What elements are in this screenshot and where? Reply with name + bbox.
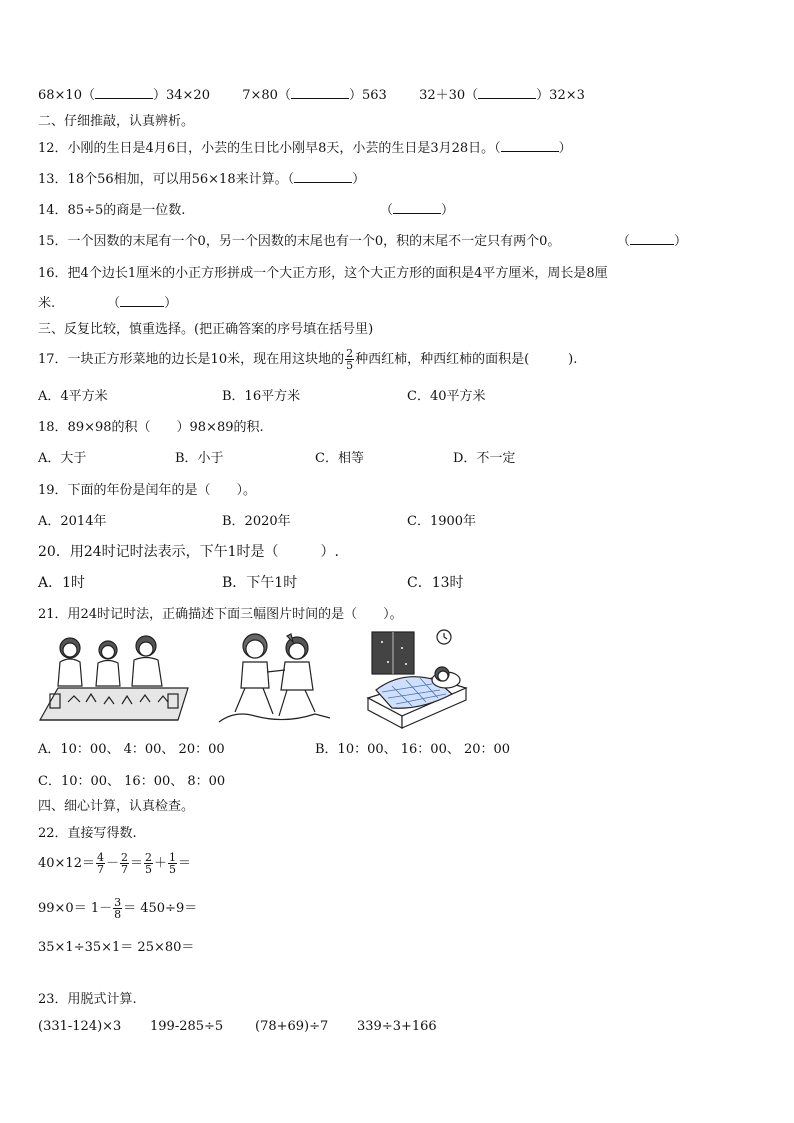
q14-open: （ (380, 203, 394, 218)
q16-open: （ (107, 296, 121, 311)
section-3-title: 三、反复比较，慎重选择。(把正确答案的序号填在括号里) (38, 322, 374, 337)
question-19: 19．下面的年份是闰年的是（ ）。 (38, 483, 257, 498)
q13-text: 13．18个56相加，可以用56×18来计算。（ (38, 172, 295, 187)
compare-2-right: ）563 (348, 88, 387, 103)
q15-text: 15．一个因数的末尾有一个0，另一个因数的末尾也有一个0，积的末尾不一定只有两个0。 (38, 234, 561, 249)
compare-2-left: 7×80（ (242, 88, 291, 103)
q16-text-2: 米. (38, 296, 56, 311)
q18-option-c[interactable]: C．相等 (315, 451, 364, 466)
answer-blank[interactable] (95, 87, 153, 99)
q22-expr-2: 99×0＝ 1－ (38, 901, 113, 916)
answer-blank[interactable] (630, 233, 674, 245)
question-22: 22．直接写得数. (38, 826, 137, 841)
q14-close: ） (441, 203, 455, 218)
q22-line-2 (38, 897, 197, 920)
q14-answer (380, 199, 454, 218)
q20-option-a[interactable]: A．1时 (38, 575, 86, 591)
children-running-illustration (215, 628, 335, 730)
question-18: 18．89×98的积（ ）98×89的积. (38, 420, 264, 435)
children-crafting-illustration (38, 630, 190, 726)
q17-text-2: 种西红柿，种西红柿的面积是( ). (355, 352, 578, 367)
q20-option-c[interactable]: C．13时 (407, 575, 464, 591)
q15-open: （ (617, 234, 631, 249)
answer-blank[interactable] (393, 202, 441, 214)
q22-line-1 (38, 852, 191, 875)
answer-blank[interactable] (291, 87, 349, 99)
q15-answer (617, 230, 687, 249)
question-23: 23．用脱式计算. (38, 992, 137, 1007)
section-4-title: 四、细心计算，认真检查。 (38, 799, 195, 814)
equals-sign: ＝ (178, 856, 192, 871)
q22-expr-3: ＝ 450÷9＝ (123, 901, 198, 916)
question-16 (38, 262, 608, 281)
q18-option-b[interactable]: B．小于 (175, 451, 224, 466)
section-2-title: 二、仔细推敲，认真辨析。 (38, 114, 195, 129)
q13-close: ） (352, 172, 366, 187)
q15-close: ） (674, 234, 688, 249)
q18-option-d[interactable]: D．不一定 (453, 451, 516, 466)
q17-text: 17．一块正方形菜地的边长是10米，现在用这块地的 (38, 352, 345, 367)
question-12 (38, 137, 572, 156)
question-21: 21．用24时记时法，正确描述下面三幅图片时间的是（ ）。 (38, 607, 403, 622)
fraction: $\frac{1}{5}$ (169, 851, 177, 876)
q12-close: ） (558, 141, 572, 156)
q23-expr-1: (331-124)×3 (38, 1019, 122, 1034)
plus-sign: ＋ (154, 856, 168, 871)
compare-1-right: ）34×20 (152, 88, 210, 103)
q19-option-b[interactable]: B．2020年 (222, 514, 291, 529)
q22-expr-1: 40×12＝ (38, 856, 95, 871)
question-14 (38, 199, 185, 218)
q16-text: 16．把4个边长1厘米的小正方形拼成一个大正方形，这个大正方形的面积是4平方厘米，周长是8厘 (38, 266, 608, 281)
q21-option-b[interactable]: B．10：00、 16：00、 20：00 (315, 742, 511, 757)
q17-option-c[interactable]: C．40平方米 (407, 389, 486, 404)
fraction: $\frac{3}{8}$ (114, 896, 122, 921)
answer-blank[interactable] (120, 295, 164, 307)
minus-sign: － (105, 856, 119, 871)
question-17 (38, 348, 577, 371)
compare-3-left: 32＋30（ (419, 88, 479, 103)
q12-text: 12．小刚的生日是4月6日，小芸的生日比小刚早8天，小芸的生日是3月28日。（ (38, 141, 501, 156)
fraction: $\frac{2}{5}$ (145, 851, 153, 876)
q19-option-a[interactable]: A．2014年 (38, 514, 107, 529)
answer-blank[interactable] (501, 140, 559, 152)
q23-expr-4: 339÷3+166 (357, 1019, 437, 1034)
q14-text: 14．85÷5的商是一位数. (38, 203, 186, 218)
equals-sign: ＝ (130, 856, 144, 871)
q20-option-b[interactable]: B．下午1时 (222, 575, 298, 591)
compare-1-left: 68×10（ (38, 88, 95, 103)
q17-option-a[interactable]: A．4平方米 (38, 389, 108, 404)
q22-line-3: 35×1÷35×1＝ 25×80＝ (38, 940, 195, 955)
question-13 (38, 168, 365, 187)
compare-row (38, 84, 585, 103)
question-15 (38, 230, 560, 249)
q16-close: ） (164, 296, 178, 311)
q23-expr-2: 199-285÷5 (150, 1019, 224, 1034)
fraction: $\frac{4}{7}$ (96, 851, 104, 876)
fraction: $\frac{2}{7}$ (121, 851, 128, 876)
answer-blank[interactable] (478, 87, 536, 99)
q17-option-b[interactable]: B．16平方米 (222, 389, 301, 404)
q18-option-a[interactable]: A．大于 (38, 451, 87, 466)
question-16-line2 (38, 292, 177, 311)
q19-option-c[interactable]: C．1900年 (407, 514, 477, 529)
question-20: 20．用24时记时法表示，下午1时是（ ）. (38, 544, 339, 560)
q23-expr-3: (78+69)÷7 (255, 1019, 329, 1034)
q21-option-c[interactable]: C．10：00、 16：00、 8：00 (38, 774, 226, 789)
fraction: $\frac{2}{5}$ (346, 347, 354, 372)
compare-3-right: ）32×3 (536, 88, 585, 103)
answer-blank[interactable] (294, 171, 352, 183)
child-sleeping-illustration (362, 628, 472, 732)
q21-option-a[interactable]: A．10：00、 4：00、 20：00 (38, 742, 225, 757)
